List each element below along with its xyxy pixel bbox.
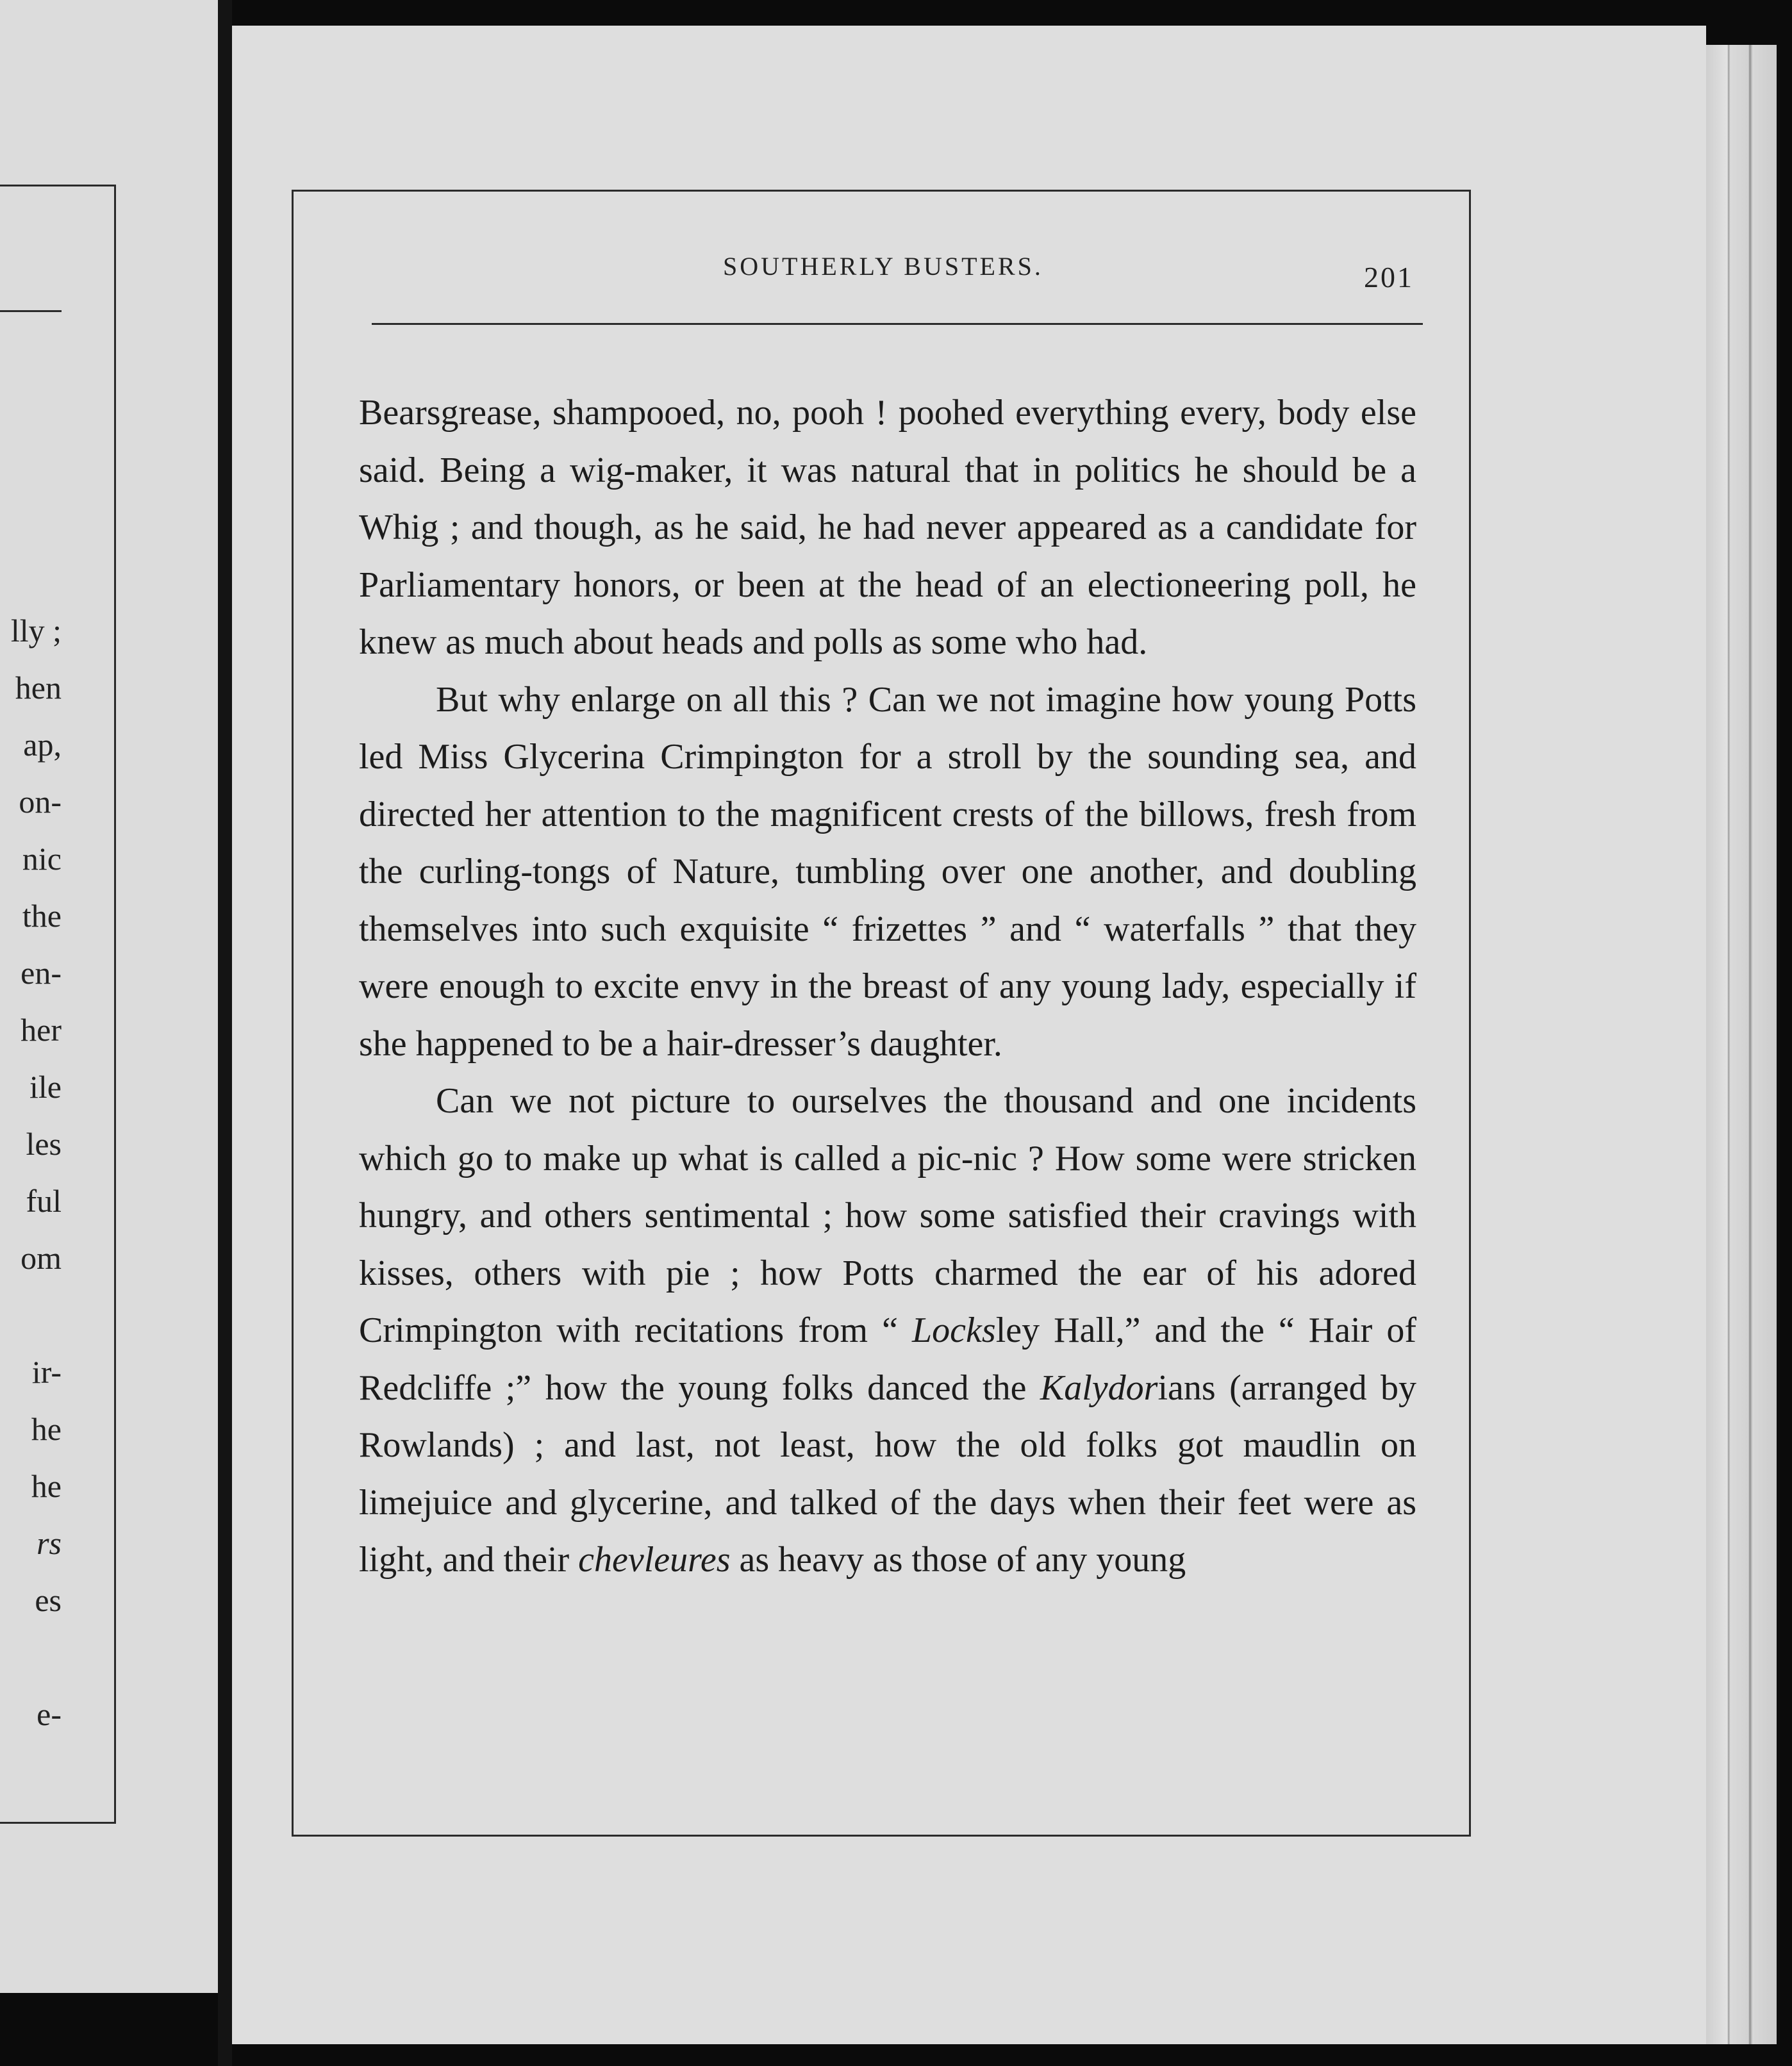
left-fragment: es xyxy=(35,1582,62,1618)
header-rule xyxy=(372,323,1423,325)
paragraph xyxy=(359,1073,1416,1589)
left-fragment: nic xyxy=(22,841,62,877)
left-fragment xyxy=(0,1287,62,1344)
left-page-rule xyxy=(0,310,62,312)
left-fragment: he xyxy=(31,1468,62,1504)
text-run: ians (arranged by Rowlands) ; and last, not least, how the old folks got maudlin on limejuice and glycerine, and talked of the days when their feet were as light, and their xyxy=(359,1368,1416,1580)
italic-run: chevleures xyxy=(578,1540,731,1580)
paragraph: Bearsgrease, shampooed, no, pooh ! poohed everything every, body else said. Being a wig-maker, it was natural that in politics he should be a Whig ; and though, as he said, he had never appeared as a candidate for Parliamentary honors, or been at the head of an electioneering poll, he knew as much about heads and polls as some who had. xyxy=(359,393,1416,662)
left-fragment: les xyxy=(26,1126,62,1162)
page-edges xyxy=(1706,45,1777,2044)
paragraph: But why enlarge on all this ? Can we not imagine how young Potts led Miss Glycerina Crimpington for a stroll by the sounding sea, and directed her attention to the magnificent crests of the billows, fresh from the curling-tongs of Nature, tumbling over one another, and doubling themselves into such exquisite “ frizettes ” and “ waterfalls ” that they were enough to excite envy in the breast of any young lady, especially if she happened to be a hair-dresser’s daughter. xyxy=(359,679,1416,1064)
text-run: as heavy as those of any young xyxy=(730,1540,1186,1580)
left-fragment: on- xyxy=(19,784,62,820)
left-fragment: her xyxy=(21,1012,62,1048)
left-fragment: he xyxy=(31,1411,62,1447)
left-fragment: en- xyxy=(21,955,62,991)
left-fragment: ir- xyxy=(31,1354,62,1390)
italic-run: Kalydor xyxy=(1040,1368,1158,1408)
left-fragment xyxy=(0,1629,62,1686)
left-fragment: rs xyxy=(37,1525,62,1561)
text-run: ley Hall,” and the “ Hair of Redcliffe ;” how the young folks danced the xyxy=(359,1310,1416,1408)
left-fragment: the xyxy=(22,898,62,934)
italic-run: Locks xyxy=(912,1310,996,1350)
left-fragment: ful xyxy=(26,1183,62,1219)
left-fragment: hen xyxy=(15,670,62,706)
book-gutter xyxy=(218,0,232,2066)
left-fragment: e- xyxy=(37,1696,62,1732)
body-text xyxy=(359,384,1416,1589)
page-number: 201 xyxy=(1364,261,1414,293)
left-fragment: lly ; xyxy=(10,613,62,649)
left-fragment: ap, xyxy=(23,727,62,763)
running-head: SOUTHERLY BUSTERS. xyxy=(723,252,1043,281)
left-fragment: ile xyxy=(29,1069,62,1105)
left-page-text-fragments xyxy=(0,602,62,1743)
left-page xyxy=(0,0,218,1993)
left-fragment: om xyxy=(21,1240,62,1276)
text-run: Can we not picture to ourselves the thousand and one incidents which go to make up what is called a pic-nic ? How some were stricken hungry, and others sentimental ; how some satisfied their cravings with kisses, others with pie ; how Potts charmed the ear of his adored Crimpington with recitations from “ xyxy=(359,1081,1416,1350)
